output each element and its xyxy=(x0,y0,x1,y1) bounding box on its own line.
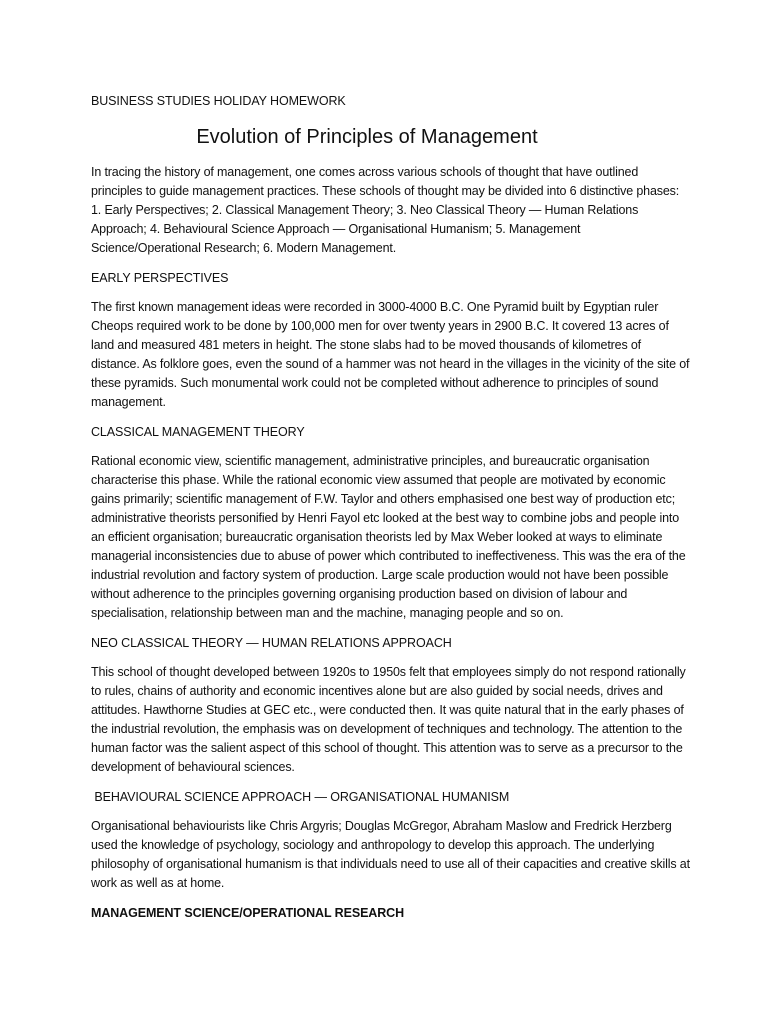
section-heading-classical-management: CLASSICAL MANAGEMENT THEORY xyxy=(91,425,305,439)
section-heading-management-science: MANAGEMENT SCIENCE/OPERATIONAL RESEARCH xyxy=(91,906,405,920)
section-heading-early-perspectives: EARLY PERSPECTIVES xyxy=(91,271,229,285)
document-content xyxy=(91,92,691,933)
intro-paragraph: In tracing the history of management, one comes across various schools of thought that have outlined principles to guide management practices. These schools of thought may be divided into 6 distinctive phases: 1. Early Perspectives; 2. Classical Management Theory; 3. Neo Classical Theory — Human Relations Approach; 4. Behavioural Science Approach — Organisational Humanism; 5. Management Science/Operational Research; 6. Modern Management. xyxy=(91,165,680,255)
section-body-classical-management: Rational economic view, scientific management, administrative principles, and bureaucratic organisation characterise this phase. While the rational economic view assumed that people are motivated by economic gains primarily; scientific management of F.W. Taylor and others emphasised one best way of production etc; administrative theorists personified by Henri Fayol etc looked at the best way to combine jobs and people into an efficient organisation; bureaucratic organisation theorists led by Max Weber looked at ways to eliminate managerial inconsistencies due to abuse of power which contributed to ineffectiveness. This was the era of the industrial revolution and factory system of production. Large scale production would not have been possible without adherence to the principles governing organising production based on division of labour and specialisation, relationship between man and the machine, managing people and so on. xyxy=(91,454,686,620)
section-body-neo-classical: This school of thought developed between 1920s to 1950s felt that employees simply do not respond rationally to rules, chains of authority and economic incentives alone but are also guided by social needs, drives and attitudes. Hawthorne Studies at GEC etc., were conducted then. It was quite natural that in the early phases of the industrial revolution, the emphasis was on development of techniques and technology. The attention to the human factor was the salient aspect of this school of thought. This attention was to serve as a precursor to the development of behavioural sciences. xyxy=(91,665,686,774)
document-label: BUSINESS STUDIES HOLIDAY HOMEWORK xyxy=(91,94,346,108)
section-heading-behavioural-science: BEHAVIOURAL SCIENCE APPROACH — ORGANISATIONAL HUMANISM xyxy=(91,790,510,804)
section-heading-neo-classical: NEO CLASSICAL THEORY — HUMAN RELATIONS APPROACH xyxy=(91,636,452,650)
section-body-behavioural-science: Organisational behaviourists like Chris Argyris; Douglas McGregor, Abraham Maslow and Fredrick Herzberg used the knowledge of psychology, sociology and anthropology to develop this approach. The underlying philosophy of organisational humanism is that individuals need to use all of their capacities and creative skills at work as well as at home. xyxy=(91,819,690,890)
section-body-early-perspectives: The first known management ideas were recorded in 3000-4000 B.C. One Pyramid built by Egyptian ruler Cheops required work to be done by 100,000 men for over twenty years in 2900 B.C. It covered 13 acres of land and measured 481 meters in height. The stone slabs had to be moved thousands of kilometres of distance. As folklore goes, even the sound of a hammer was not heard in the villages in the vicinity of the site of these pyramids. Such monumental work could not be completed without adherence to principles of sound management. xyxy=(91,300,690,409)
document-title: Evolution of Principles of Management xyxy=(196,126,538,148)
